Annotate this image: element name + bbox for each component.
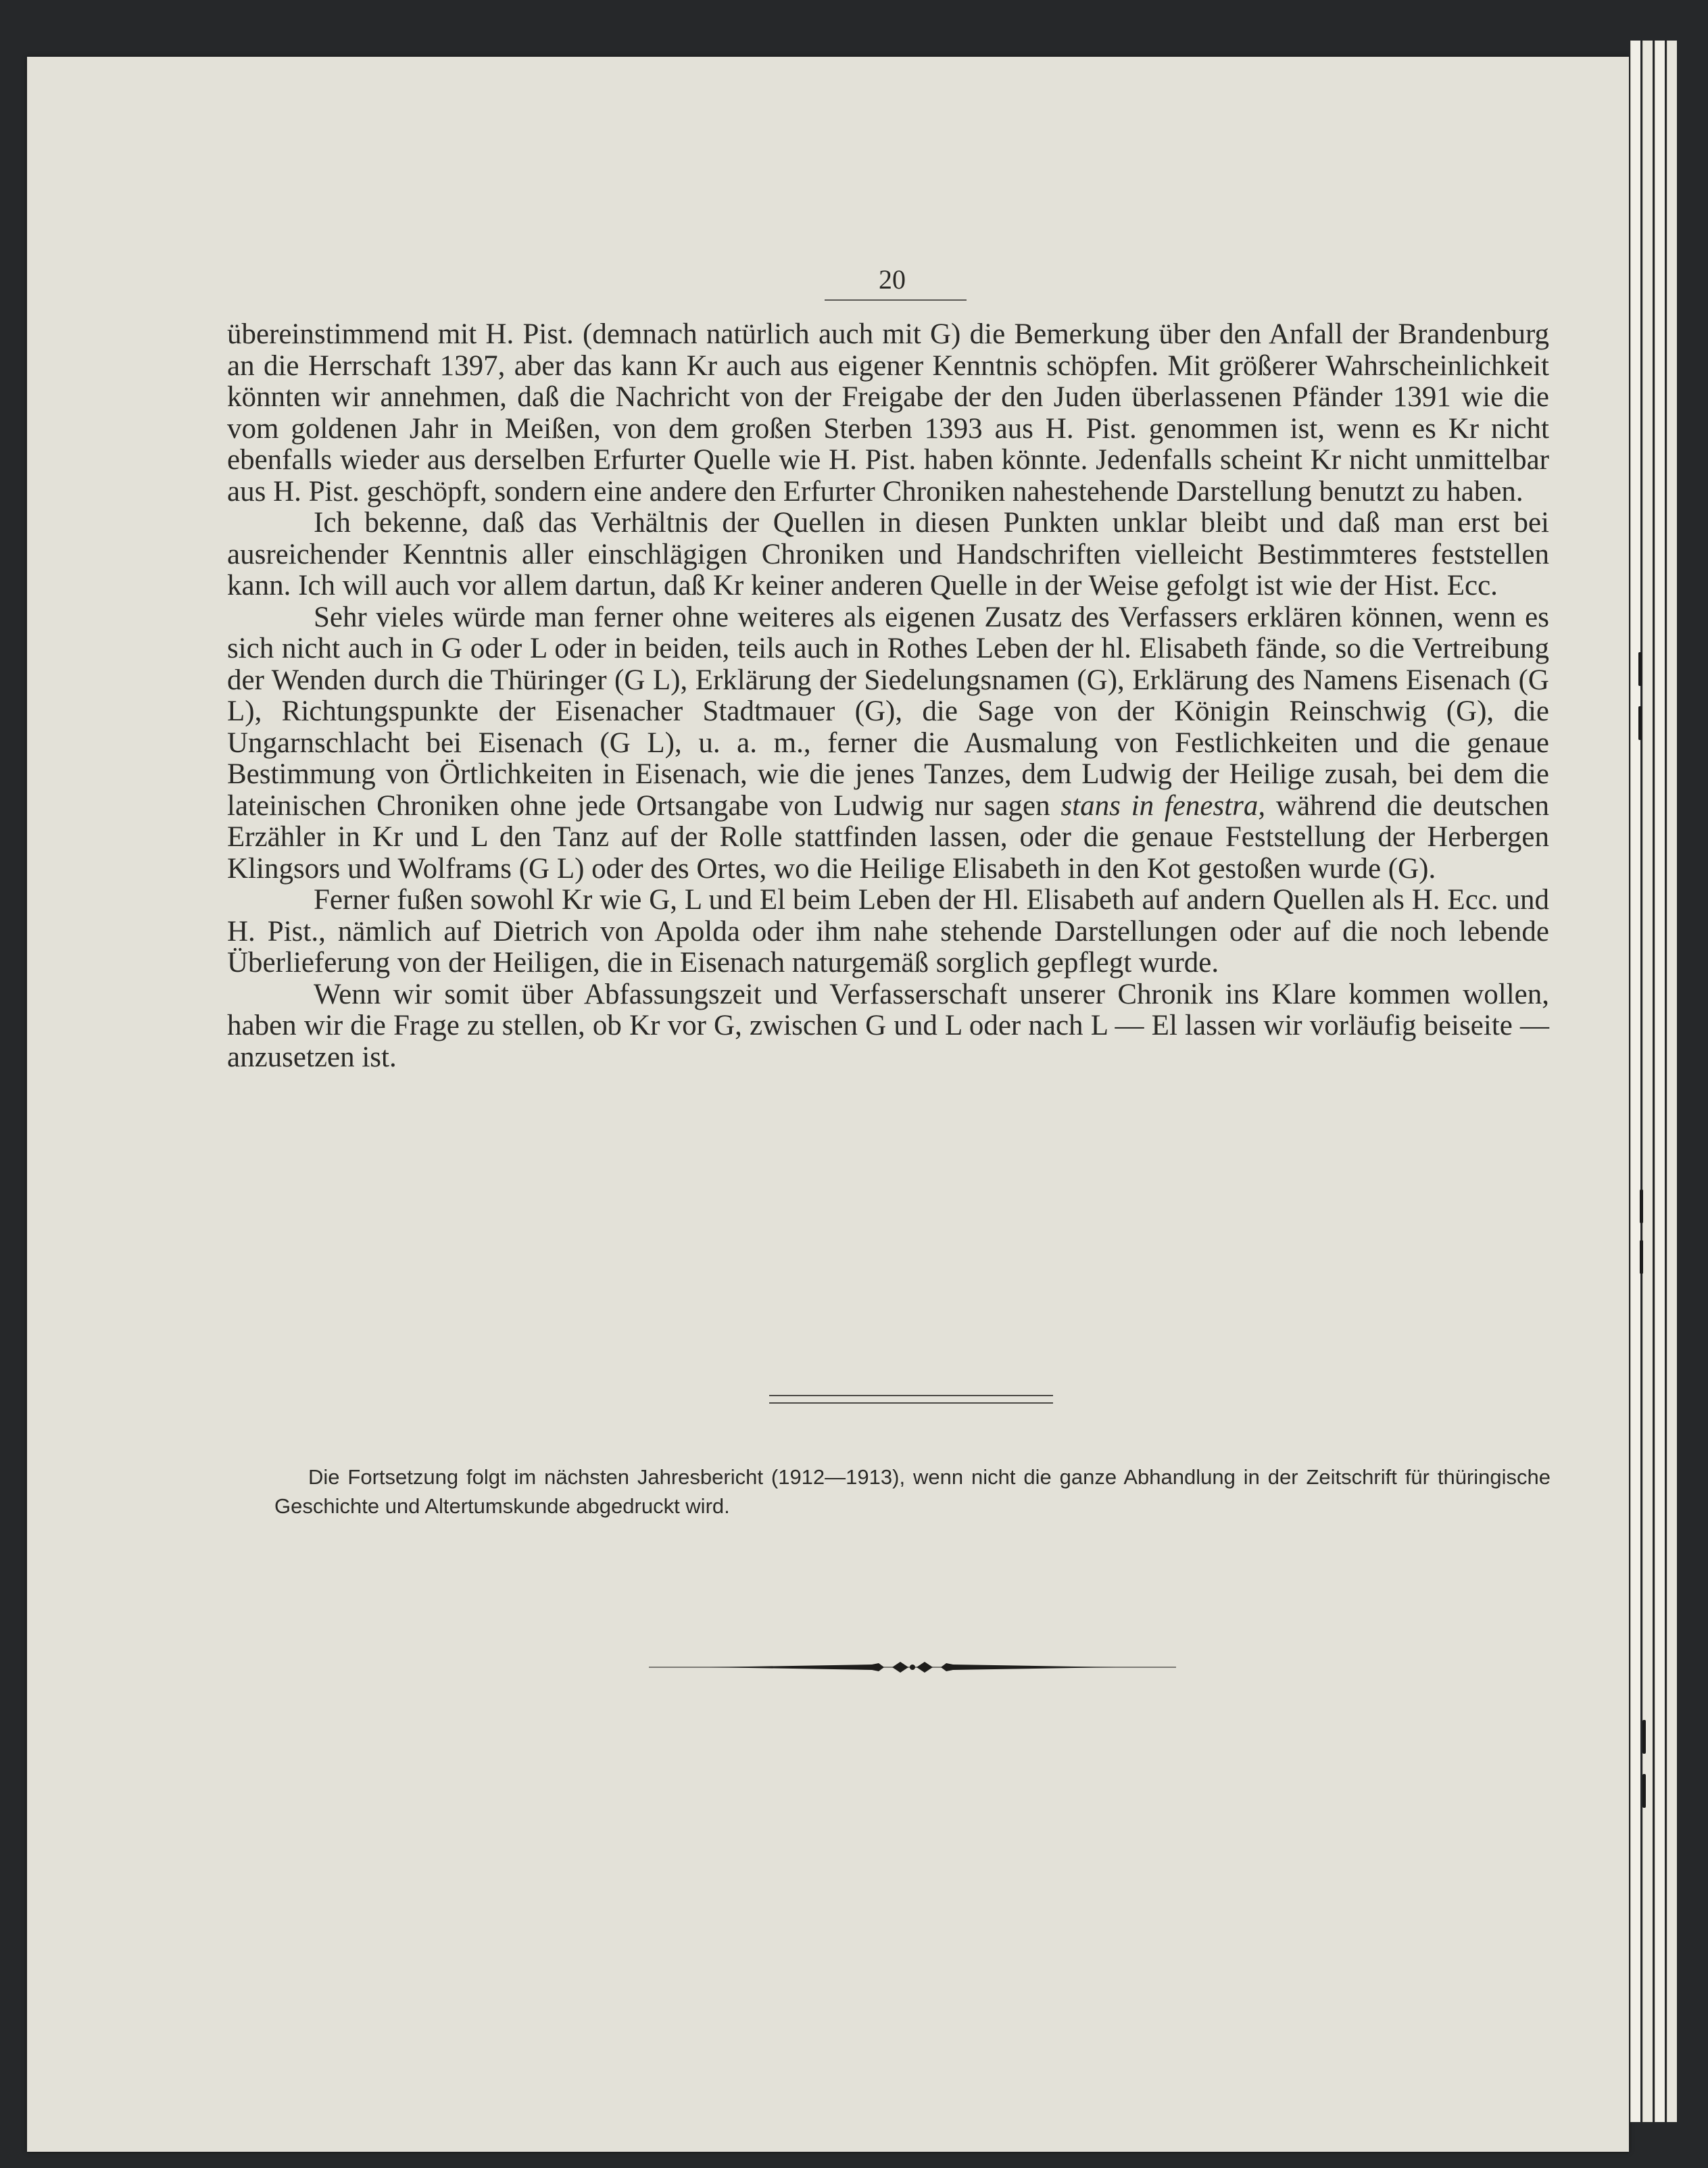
paragraph-2: Ich bekenne, daß das Verhältnis der Quellen in diesen Punkten unklar bleibt und daß man erst bei ausreichender Kenntnis aller einschlägigen Chroniken und Handschriften vielleicht Bestimmteres feststellen kann. Ich will auch vor allem dartun, daß Kr keiner anderen Quelle in der Weise gefolgt ist wie der Hist. Ecc. xyxy=(227,507,1549,601)
page-edge-4 xyxy=(1667,41,1677,2122)
body-text xyxy=(227,319,1549,1073)
page-number: 20 xyxy=(879,264,906,295)
paragraph-3 xyxy=(227,602,1549,885)
page-edge-1 xyxy=(1630,41,1640,2122)
footnote: Die Fortsetzung folgt im nächsten Jahresbericht (1912—1913), wenn nicht die ganze Abhandlung in der Zeitschrift für thüringische Geschichte und Altertumskunde abgedruckt wird. xyxy=(274,1465,1551,1518)
page-edge-2 xyxy=(1642,41,1653,2122)
ornament-divider-icon xyxy=(649,1657,1176,1677)
section-divider-double-rule xyxy=(769,1395,1053,1404)
edge-mark xyxy=(1642,1720,1646,1754)
paragraph-1: übereinstimmend mit H. Pist. (demnach natürlich auch mit G) die Bemerkung über den Anfall der Brandenburg an die Herrschaft 1397, aber das kann Kr auch aus eigener Kenntnis schöpfen. Mit größerer Wahrscheinlichkeit könnten wir annehmen, daß die Nachricht von der Freigabe der den Juden überlassenen Pfänder 1391 wie die vom goldenen Jahr in Meißen, von dem großen Sterben 1393 aus H. Pist. genommen ist, wenn es Kr nicht ebenfalls wieder aus derselben Erfurter Quelle wie H. Pist. haben könnte. Jedenfalls scheint Kr nicht unmittelbar aus H. Pist. geschöpft, sondern eine andere den Erfurter Chroniken nahestehende Darstellung benutzt zu haben. xyxy=(227,318,1549,508)
page-edge-3 xyxy=(1655,41,1665,2122)
edge-mark xyxy=(1642,1774,1646,1808)
paragraph-3-italic: stans in fenestra, xyxy=(1060,789,1266,822)
paragraph-5: Wenn wir somit über Abfassungszeit und Verfasserschaft unserer Chronik ins Klare kommen wollen, haben wir die Frage zu stellen, ob Kr vor G, zwischen G und L oder nach L — El lassen wir vorläufig beiseite — anzusetzen ist. xyxy=(227,978,1549,1073)
page-number-rule xyxy=(825,299,967,301)
paragraph-4: Ferner fußen sowohl Kr wie G, L und El beim Leben der Hl. Elisabeth auf andern Quellen als H. Ecc. und H. Pist., nämlich auf Dietrich von Apolda oder ihm nahe stehende Darstellungen oder auf die noch lebende Überlieferung von der Heiligen, die in Eisenach naturgemäß sorglich gepflegt wurde. xyxy=(227,884,1549,979)
edge-mark xyxy=(1640,1240,1643,1274)
paragraph-3-before: Sehr vieles würde man ferner ohne weiteres als eigenen Zusatz des Verfassers erklären können, wenn es sich nicht auch in G oder L oder in beiden, teils auch in Rothes Leben der hl. Elisabeth fände, so die Vertreibung der Wenden durch die Thüringer (G L), Erklärung der Siedelungsnamen (G), Erklärung des Namens Eisenach (G L), Richtungspunkte der Eisenacher Stadtmauer (G), die Sage von der Königin Reinschwig (G), die Ungarnschlacht bei Eisenach (G L), u. a. m., ferner die Ausmalung von Festlichkeiten und die genaue Bestimmung von Örtlichkeiten in Eisenach, wie die jenes Tanzes, dem Ludwig der Heilige zusah, bei dem die lateinischen Chroniken ohne jede Ortsangabe von Ludwig nur sagen xyxy=(227,601,1549,822)
paragraph-3-after: während die deutschen Erzähler in Kr und L den Tanz auf der Rolle stattfinden lassen, oder die genaue Feststellung der Herbergen Klingsors und Wolframs (G L) oder des Ortes, wo die Heilige Elisabeth in den Kot gestoßen wurde (G). xyxy=(227,789,1549,885)
edge-mark xyxy=(1638,652,1642,686)
document-page xyxy=(27,57,1629,2152)
edge-mark xyxy=(1640,1189,1643,1223)
edge-mark xyxy=(1638,706,1642,740)
